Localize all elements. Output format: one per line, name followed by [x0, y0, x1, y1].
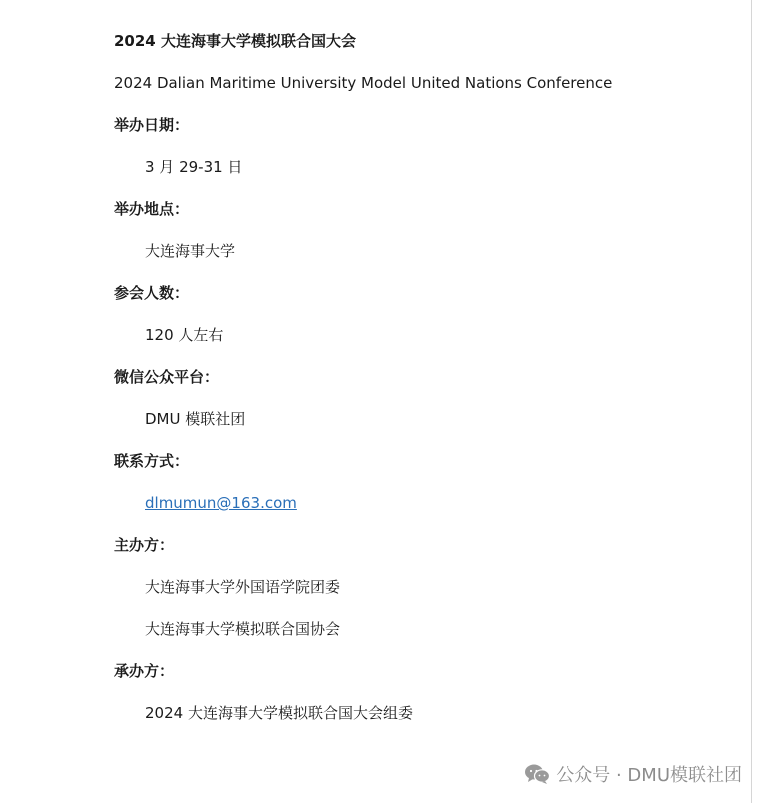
- contact-label: 联系方式：: [114, 452, 190, 470]
- title-english: 2024 Dalian Maritime University Model United Nations Conference: [114, 74, 613, 92]
- page-edge-divider: [751, 0, 752, 803]
- organizer-label: 主办方：: [114, 536, 175, 554]
- title-chinese: 2024 大连海事大学模拟联合国大会: [114, 32, 356, 50]
- date-value: 3 月 29-31 日: [145, 158, 243, 176]
- organizer-value-1: 大连海事大学外国语学院团委: [145, 578, 341, 596]
- watermark-text: 公众号 · DMU模联社团: [556, 765, 742, 786]
- host-label: 承办方：: [114, 662, 175, 680]
- attendance-label: 参会人数：: [114, 284, 190, 302]
- host-value: 2024 大连海事大学模拟联合国大会组委: [145, 704, 413, 722]
- venue-label: 举办地点：: [114, 200, 190, 218]
- venue-value: 大连海事大学: [145, 242, 236, 260]
- watermark: [524, 761, 742, 787]
- wechat-icon: [524, 763, 550, 785]
- attendance-value: 120 人左右: [145, 326, 224, 344]
- organizer-value-2: 大连海事大学模拟联合国协会: [145, 620, 341, 638]
- date-label: 举办日期：: [114, 116, 190, 134]
- wechat-platform-value: DMU 模联社团: [145, 410, 246, 428]
- contact-email-link[interactable]: dlmumun@163.com: [145, 494, 297, 512]
- wechat-platform-label: 微信公众平台：: [114, 368, 220, 386]
